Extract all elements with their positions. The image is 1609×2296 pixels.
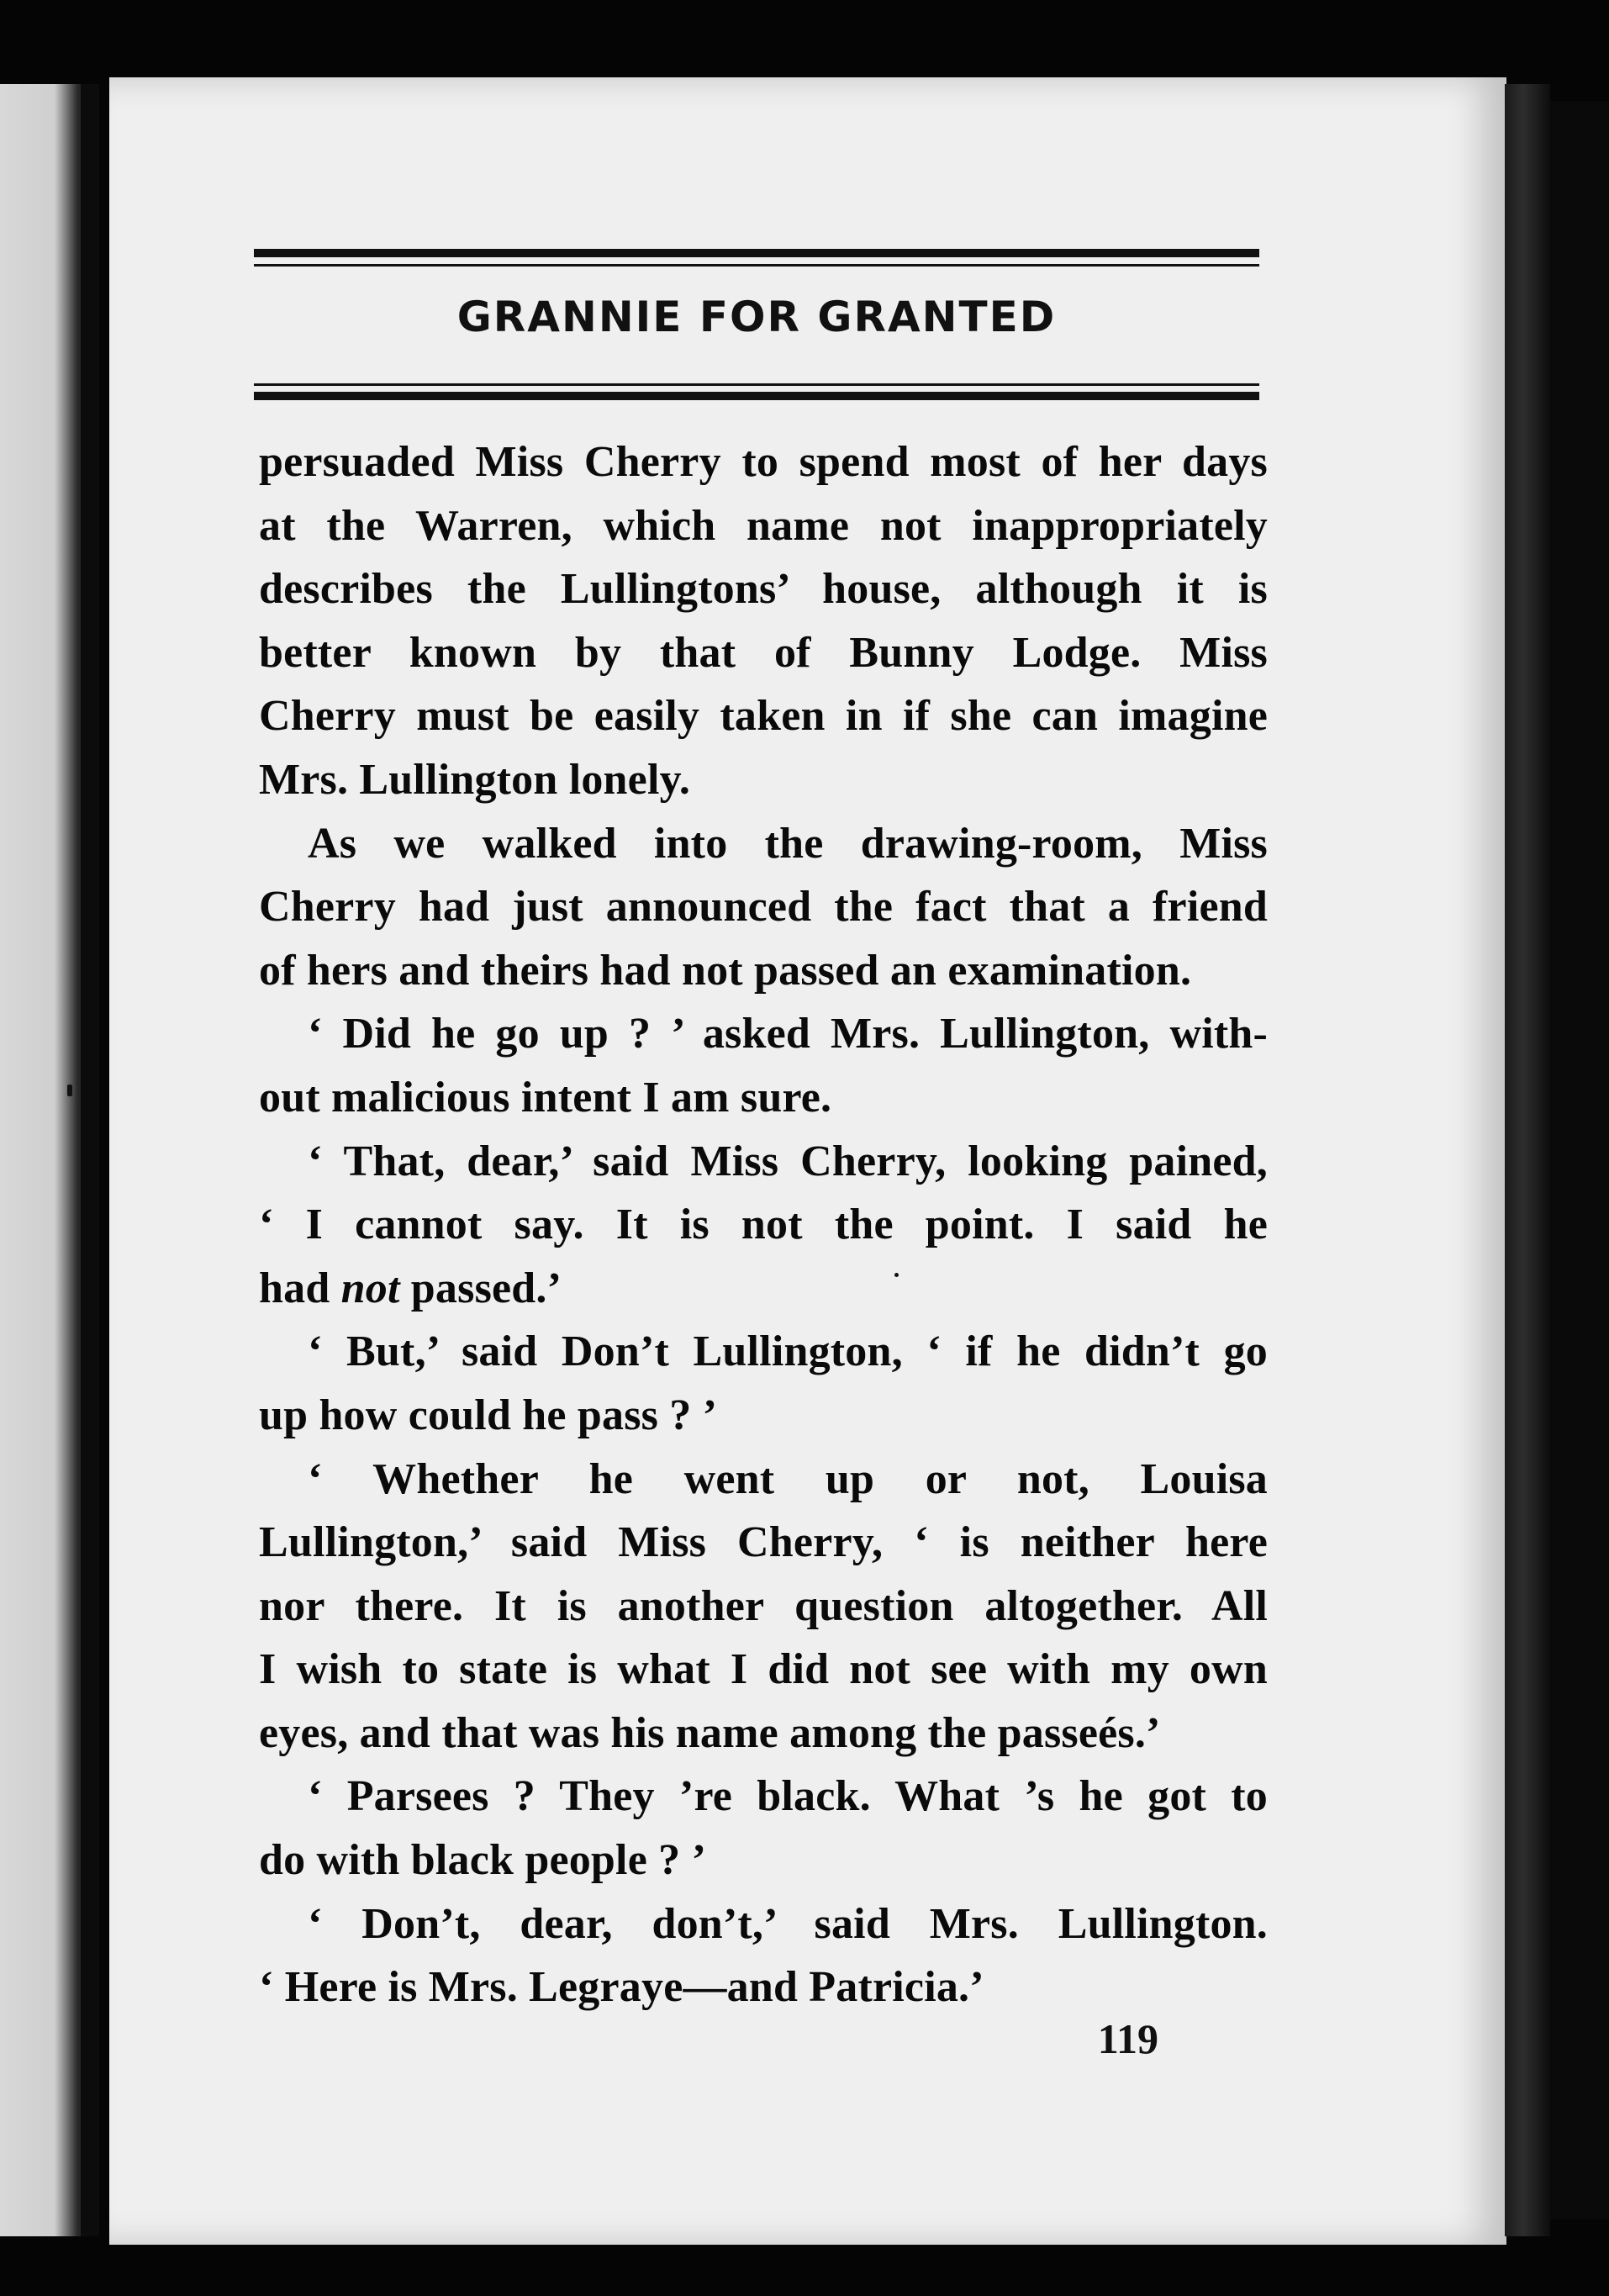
text-line: had not passed.’ [259,1264,562,1312]
text-line: ‘ Don’t, dear, don’t,’ said Mrs. Lullington. [308,1899,1268,1948]
emphasis-not: not [340,1264,400,1312]
book-gutter [81,84,99,2236]
text-line: do with black people ? ’ [259,1836,707,1885]
text-line: ‘ But,’ said Don’t Lullington, ‘ if he didn’t go [308,1327,1268,1376]
body-text [259,430,1268,2019]
text-line: describes the Lullingtons’ house, although it is [259,565,1268,614]
text-line: Cherry had just announced the fact that a friend [259,883,1268,932]
header-rule-thick-top [254,249,1259,257]
page-number: 119 [1097,2015,1158,2062]
text-line: Cherry must be easily taken in if she can imagine [259,692,1268,741]
text-line: ‘ Here is Mrs. Legraye—and Patricia.’ [259,1963,984,2012]
header-rule-thin-bottom [254,383,1259,386]
text-line: Mrs. Lullington lonely. [259,755,691,804]
scan-border [1550,101,1609,2219]
text-line: As we walked into the drawing-room, Miss [308,819,1268,868]
scan-speck [894,1273,899,1277]
header-rule-thick-bottom [254,392,1259,400]
text-line: persuaded Miss Cherry to spend most of her days [259,438,1268,486]
text-line: ‘ Whether he went up or not, Louisa [308,1454,1268,1503]
text-line: of hers and theirs had not passed an examination. [259,946,1192,995]
text-line: ‘ Parsees ? They ’re black. What ’s he got to [308,1772,1268,1821]
scan-speck [67,1085,72,1096]
text-line: better known by that of Bunny Lodge. Miss [259,628,1268,677]
header-rule-thin-top [254,264,1259,267]
running-head: GRANNIE FOR GRANTED [456,293,1057,341]
text-line: out malicious intent I am sure. [259,1073,832,1122]
text-line: nor there. It is another question altogether. All [259,1581,1268,1630]
text-line: ‘ I cannot say. It is not the point. I said he [259,1201,1268,1249]
text-line: up how could he pass ? ’ [259,1391,718,1439]
text-line: at the Warren, which name not inappropriately [259,501,1268,550]
text-line: Lullington,’ said Miss Cherry, ‘ is neither here [259,1518,1268,1567]
text-line: I wish to state is what I did not see with my own [259,1645,1268,1694]
text-line: eyes, and that was his name among the passeés.’ [259,1708,1161,1757]
text-line: ‘ That, dear,’ said Miss Cherry, looking pained, [308,1137,1268,1185]
page-right-edge [1505,84,1550,2236]
text-line: ‘ Did he go up ? ’ asked Mrs. Lullington, with- [308,1010,1268,1058]
